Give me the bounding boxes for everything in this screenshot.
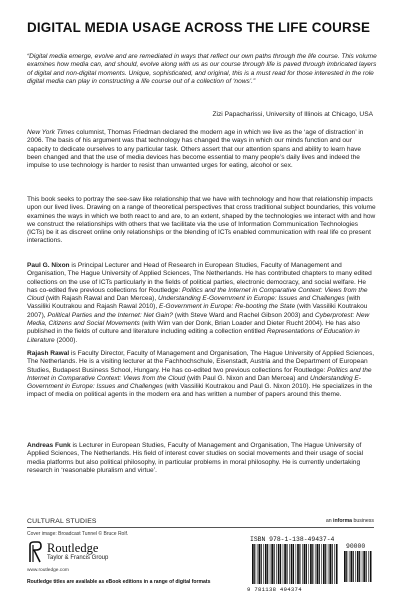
cover-image-credit: Cover image: Broadcast Tunnel © Bruce Rolf.	[27, 531, 129, 537]
barcode-bar	[270, 544, 271, 584]
barcode-bar	[317, 544, 319, 584]
barcode-bar	[299, 544, 300, 584]
publisher-block	[27, 541, 167, 571]
barcode-bar	[293, 544, 294, 584]
isbn-label: ISBN 978-1-138-49437-4	[250, 536, 335, 543]
price-barcode	[344, 551, 372, 582]
endorsement-quote: “Digital media emerge, evolve and are remediated in ways that reflect our own paths through the life course. This volume examines how media can, and should, evolve along with us as our course through life is paved through imbricated layers of digital and non-digital moments. Unique, sophisticated, and original, this is a must read for those interested in the role digital media can play in constructing a life course out of a collection of ‘nows’.”	[27, 53, 377, 85]
barcode-bar	[252, 544, 254, 584]
barcode-bar	[350, 551, 352, 582]
routledge-logo-icon	[27, 541, 43, 563]
author-name: Paul G. Nixon	[27, 262, 70, 269]
barcode-bar	[325, 544, 326, 584]
barcode-bar	[276, 544, 277, 584]
barcode-bar	[306, 544, 307, 584]
author-bio-nixon: Paul G. Nixon is Principal Lecturer and Head of Research in European Studies, Faculty of Management and Organisation, The Hague University of Applied Sciences, The Netherlands. He has contributed chapters to many edited collections on the use of ICTs particularly in the fields of political parties, electronic democracy, and social welfare. He has co-edited five previous collections for Routledge: Politics and the Internet in Comparative Context: Views from the Cloud (with Rajash Rawal and Dan Mercea), Understanding E-Government in Europe: Issues and Challenges (with Vassiliki Koutrakou and Rajash Rawal 2010), E-Government in Europe: Re-booting the State (with Vassiliki Koutrakou 2007), Political Parties and the Internet: Net Gain? (with Steve Ward and Rachel Gibson 2003) and Cyberprotest: New Media, Citizens and Social Movements (with Wim van der Donk, Brian Loader and Dieter Rucht 2004). He has also published in the fields of culture and literature including editing a collection entitled Representations of Education in Literature (2000).	[27, 262, 372, 344]
barcode-bar	[319, 544, 320, 584]
barcode-bar	[368, 551, 369, 582]
publisher-name: Routledge	[47, 541, 99, 555]
barcode-bar	[329, 544, 331, 584]
barcode-bar	[362, 551, 363, 582]
barcode-bar	[328, 544, 329, 584]
barcode-bar	[254, 544, 255, 584]
barcode-bar	[271, 544, 273, 584]
isbn-barcode	[252, 544, 338, 584]
barcode-bar	[344, 551, 346, 582]
barcode-bar	[280, 544, 281, 584]
publisher-group: Taylor & Francis Group	[47, 555, 109, 561]
barcode-bar	[315, 544, 316, 584]
price-code: 90000	[346, 543, 366, 550]
subject-category: CULTURAL STUDIES	[27, 518, 97, 525]
barcode-bar	[286, 544, 287, 584]
author-bio-funk: Andreas Funk is Lecturer in European Studies, Faculty of Management and Organisation, The Hague University of Applied Sciences, The Netherlands. His field of interest cover studies on social movements and their usage of social media platforms but also political philosophy, in particular problems in moral philosophy. He is currently undertaking research in ‘reasonable pluralism and virtue’.	[27, 442, 364, 474]
ebook-availability-note: Routledge titles are available as eBook editions in a range of digital formats	[27, 579, 211, 585]
barcode-bar	[265, 544, 267, 584]
barcode-bar	[257, 544, 258, 584]
author-name: Andreas Funk	[27, 442, 71, 449]
barcode-bar	[296, 544, 297, 584]
barcode-bar	[312, 544, 313, 584]
barcode-bar	[302, 544, 303, 584]
barcode-bar	[284, 544, 286, 584]
footer-divider	[27, 527, 374, 528]
barcode-bar	[267, 544, 268, 584]
newspaper-name: New York Times	[27, 129, 75, 136]
barcode-bar	[334, 544, 335, 584]
barcode-bar	[258, 544, 260, 584]
barcode-bar	[332, 544, 333, 584]
barcode-bar	[263, 544, 264, 584]
author-bio-rawal: Rajash Rawal is Faculty Director, Faculty of Management and Organisation, The Hague University of Applied Sciences, The Netherlands. He is a visiting lecturer at the Fachhochschule, Eisenstadt, Austria and the Department of European Studies, Budapest Business School, Hungary. He has co-edited two previous collections for Routledge: Politics and the Internet in Comparative Context: Views from the Cloud (with Paul G. Nixon and Dan Mercea) and Understanding E-Government in Europe: Issues and Challenges (with Vassiliki Koutrakou and Paul G. Nixon 2010). He specializes in the impact of media on political agents in the modern era and has written a number of papers around this theme.	[27, 350, 375, 399]
barcode-bar	[355, 551, 356, 582]
barcode-bar	[289, 544, 290, 584]
barcode-bar	[321, 544, 322, 584]
barcode-bar	[291, 544, 293, 584]
description-paragraph-2: This book seeks to portray the see-saw like relationship that we have with technology and how that relationship impacts upon our lived lives. Drawing on a range of theoretical perspectives that cross traditional subject boundaries, this volume examines the ways in which we both react to and are, to an extent, shaped by the technologies we interact with and how we construct the relationships with others that we facilitate via the use of Information Communication Technologies (ICTs) be it as discreet online only relationships or the blending of ICTs enabled communication with real life co present interactions.	[27, 196, 376, 245]
barcode-bar	[357, 551, 359, 582]
book-title: DIGITAL MEDIA USAGE ACROSS THE LIFE COURSE	[27, 20, 371, 35]
barcode-bar	[278, 544, 280, 584]
description-paragraph-1: New York Times columnist, Thomas Friedman declared the modern age in which we live as the ‘age of distraction’ in 2006. The basis of his argument was that technology has changed the ways in which our minds function and our capacity to dedicate ourselves to any particular task. Others assert that our attention spans and ability to learn have been changed and that the use of media devices has become essential to many people’s daily lives and indeed the impulse to use technology is harder to resist than unwanted urges for eating, alcohol or sex.	[27, 129, 364, 170]
publisher-url[interactable]: www.routledge.com	[27, 568, 69, 573]
barcode-bar	[370, 551, 372, 582]
barcode-bar	[323, 544, 325, 584]
barcode-bar	[349, 551, 350, 582]
barcode-bar	[353, 551, 354, 582]
barcode-bar	[297, 544, 299, 584]
barcode-bar	[283, 544, 284, 584]
endorsement-attribution: Zizi Papacharissi, University of Illinois at Chicago, USA	[212, 111, 373, 118]
barcode-bar	[366, 551, 367, 582]
ean-digits: 9 781138 494374	[247, 586, 302, 593]
informa-business-label: an informa business	[325, 518, 374, 524]
barcode-bar	[336, 544, 338, 584]
barcode-bar	[346, 551, 347, 582]
barcode-bar	[310, 544, 312, 584]
barcode-bar	[363, 551, 365, 582]
barcode-bar	[261, 544, 262, 584]
barcode-bar	[304, 544, 306, 584]
barcode-bar	[359, 551, 360, 582]
author-name: Rajash Rawal	[27, 350, 70, 357]
barcode-bar	[308, 544, 309, 584]
barcode-bar	[274, 544, 275, 584]
